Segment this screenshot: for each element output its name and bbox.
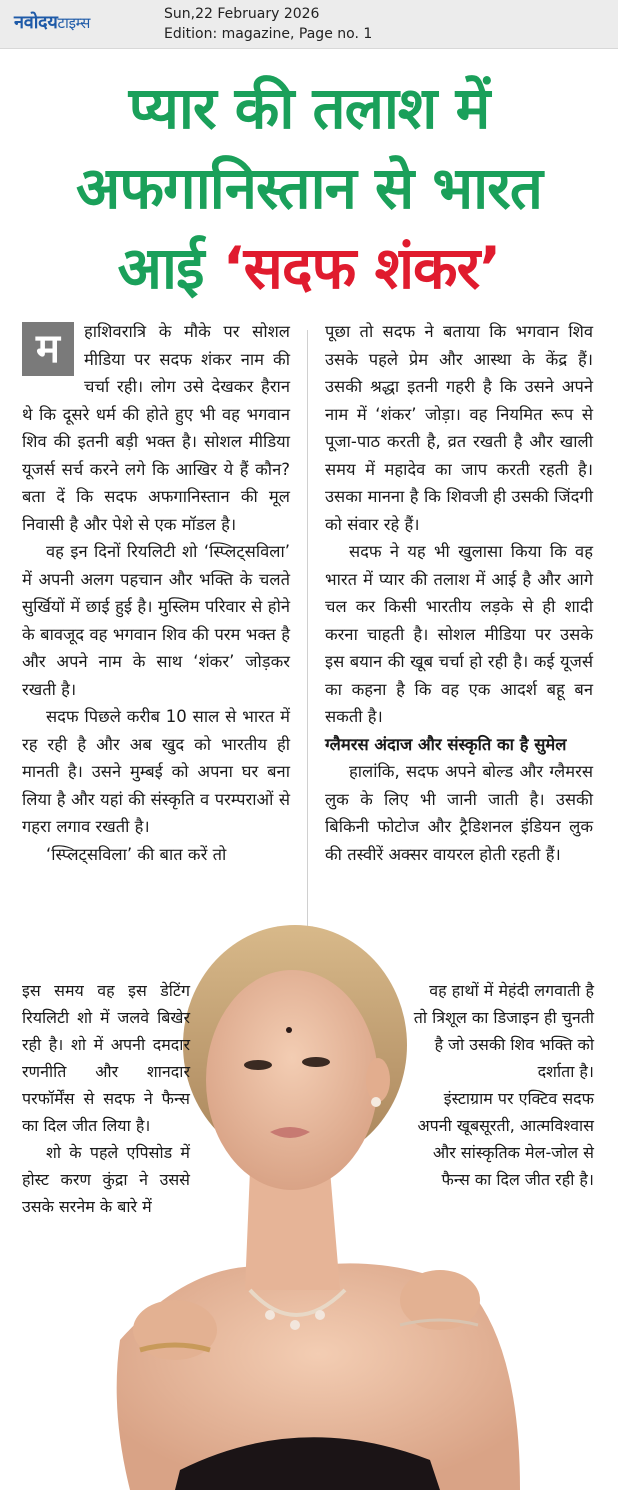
headline-line-2: अफगानिस्तान से भारत	[76, 154, 542, 222]
drop-cap: म	[22, 322, 74, 376]
article-paragraph: इंस्टाग्राम पर एक्टिव सदफ अपनी खूबसूरती, आत्मविश्वास और सांस्कृतिक मेल-जोल से फैन्स का दिल जीत रही है।	[417, 1089, 594, 1189]
article-paragraph: सदफ ने यह भी खुलासा किया कि वह भारत में प्यार की तलाश में आई है और आगे चल कर किसी भारतीय लड़के से ही शादी करना चाहती है। सोशल मीडिया पर उसके इस बयान की खूब चर्चा हो रही है। कई यूजर्स का कहना है कि वह एक आदर्श बहू बन सकती है।	[325, 542, 593, 726]
publication-date: Sun,22 February 2026	[164, 6, 320, 22]
newspaper-logo[interactable]	[14, 10, 90, 34]
article-subheading: ग्लैमरस अंदाज और संस्कृति का है सुमेल	[325, 734, 567, 754]
headline-highlight-name: ‘सदफ शंकर’	[222, 234, 501, 302]
logo-sub-text: टाइम्स	[57, 14, 91, 32]
logo-main-text: नवोदय	[14, 12, 58, 33]
article-paragraph: म हाशिवरात्रि के मौके पर सोशल मीडिया पर सदफ शंकर नाम की चर्चा रही। लोग उसे देखकर हैरान थे कि दूसरे धर्म की होते हुए भी वह भगवान शिव की इतनी बड़ी भक्त है। सोशल मीडिया यूजर्स सर्च करने लगे कि आखिर ये हैं कौन? बता दें कि सदफ अफगानिस्तान की मूल निवासी है और पेशे से एक मॉडल है।	[22, 322, 290, 534]
article-paragraph: वह हाथों में मेहंदी लगवाती है तो त्रिशूल का डिजाइन ही चुनती है जो उसकी शिव भक्ति को दर्शाता है।	[413, 981, 594, 1081]
article-paragraph: सदफ पिछले करीब 10 साल से भारत में रह रही है और अब खुद को भारतीय ही मानती है। उसने मुम्बई को अपना घर बना लिया है और यहां की संस्कृति व परम्पराओं से गहरा लगाव रखती है।	[22, 707, 290, 836]
article-column-right-lower	[412, 977, 594, 1193]
edition-meta	[164, 4, 372, 44]
article-paragraph: हालांकि, सदफ अपने बोल्ड और ग्लैमरस लुक के लिए भी जानी जाती है। उसकी बिकिनी फोटोज और ट्रैडिशनल इंडियन लुक की तस्वीरें अक्सर वायरल होती रहती हैं।	[325, 762, 593, 864]
article-column-left	[22, 318, 290, 868]
headline-line-3	[0, 228, 618, 308]
article-column-left-lower	[22, 977, 190, 1220]
article-paragraph: ‘स्प्लिट्सविला’ की बात करें तो	[46, 844, 227, 864]
headline-line-1: प्यार की तलाश में	[128, 74, 490, 142]
headline-line-3-prefix: आई	[117, 234, 223, 302]
article-paragraph: शो के पहले एपिसोड में होस्ट करण कुंद्रा ने उससे उसके सरनेम के बारे में	[22, 1143, 190, 1216]
article-paragraph: इस समय वह इस डेटिंग रियलिटी शो में जलवे बिखेर रही है। शो में अपनी दमदार रणनीति और शानदार परफॉर्मेंस से सदफ ने फैन्स का दिल जीत लिया है।	[22, 981, 190, 1135]
masthead-bar	[0, 0, 618, 49]
edition-info: Edition: magazine, Page no. 1	[164, 26, 373, 42]
article-column-right	[325, 318, 593, 868]
headline	[0, 68, 618, 308]
article-paragraph: वह इन दिनों रियलिटी शो ‘स्प्लिट्सविला’ में अपनी अलग पहचान और भक्ति के चलते सुर्खियों में छाई हुई है। मुस्लिम परिवार से होने के बावजूद वह भगवान शिव की परम भक्त है और अपने नाम के साथ ‘शंकर’ जोड़कर रखती है।	[22, 542, 290, 699]
article-paragraph: पूछा तो सदफ ने बताया कि भगवान शिव उसके पहले प्रेम और आस्था के केंद्र हैं। उसकी श्रद्धा इतनी गहरी है कि उसने अपने नाम में ‘शंकर’ जोड़ा। वह नियमित रूप से पूजा-पाठ करती है, व्रत रखती है और खाली समय में महादेव का जाप करती रहती है। उसका मानना है कि शिवजी ही उसकी जिंदगी को संवार रहे हैं।	[325, 322, 593, 534]
